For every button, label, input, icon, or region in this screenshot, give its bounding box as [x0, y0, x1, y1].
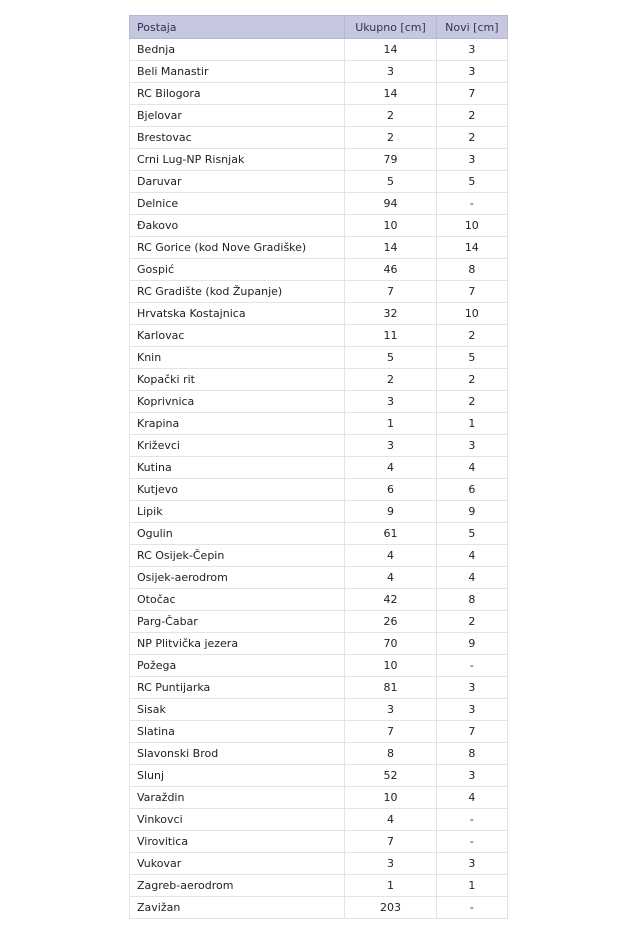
station-cell: RC Bilogora: [130, 83, 345, 105]
station-cell: RC Gorice (kod Nove Gradiške): [130, 237, 345, 259]
header-row: [130, 16, 508, 39]
table-row: [130, 523, 508, 545]
new-snow-cell: 7: [436, 83, 507, 105]
table-row: [130, 655, 508, 677]
total-depth-cell: 14: [345, 237, 436, 259]
station-cell: Kutjevo: [130, 479, 345, 501]
total-depth-cell: 94: [345, 193, 436, 215]
new-snow-cell: 6: [436, 479, 507, 501]
new-snow-cell: 4: [436, 545, 507, 567]
station-cell: Ogulin: [130, 523, 345, 545]
total-depth-cell: 4: [345, 545, 436, 567]
table-row: [130, 479, 508, 501]
new-snow-cell: 2: [436, 611, 507, 633]
table-row: [130, 281, 508, 303]
new-snow-cell: 2: [436, 325, 507, 347]
total-depth-cell: 2: [345, 105, 436, 127]
table-row: [130, 61, 508, 83]
total-depth-cell: 5: [345, 347, 436, 369]
table-row: [130, 171, 508, 193]
table-row: [130, 501, 508, 523]
header-new: Novi [cm]: [436, 16, 507, 39]
total-depth-cell: 70: [345, 633, 436, 655]
total-depth-cell: 203: [345, 897, 436, 919]
total-depth-cell: 6: [345, 479, 436, 501]
total-depth-cell: 10: [345, 655, 436, 677]
new-snow-cell: -: [436, 831, 507, 853]
table-row: [130, 259, 508, 281]
new-snow-cell: 3: [436, 39, 507, 61]
new-snow-cell: 3: [436, 677, 507, 699]
table-row: [130, 721, 508, 743]
station-cell: Zavižan: [130, 897, 345, 919]
total-depth-cell: 11: [345, 325, 436, 347]
total-depth-cell: 79: [345, 149, 436, 171]
station-cell: Slatina: [130, 721, 345, 743]
station-cell: Beli Manastir: [130, 61, 345, 83]
total-depth-cell: 14: [345, 39, 436, 61]
new-snow-cell: 10: [436, 303, 507, 325]
station-cell: Krapina: [130, 413, 345, 435]
table-row: [130, 567, 508, 589]
total-depth-cell: 3: [345, 435, 436, 457]
table-row: [130, 369, 508, 391]
new-snow-cell: 14: [436, 237, 507, 259]
new-snow-cell: 5: [436, 171, 507, 193]
station-cell: Crni Lug-NP Risnjak: [130, 149, 345, 171]
total-depth-cell: 3: [345, 699, 436, 721]
station-cell: Karlovac: [130, 325, 345, 347]
station-cell: Delnice: [130, 193, 345, 215]
total-depth-cell: 81: [345, 677, 436, 699]
new-snow-cell: -: [436, 809, 507, 831]
total-depth-cell: 3: [345, 61, 436, 83]
station-cell: Parg-Čabar: [130, 611, 345, 633]
table-row: [130, 677, 508, 699]
new-snow-cell: -: [436, 897, 507, 919]
table-row: [130, 765, 508, 787]
table-row: [130, 325, 508, 347]
station-cell: Sisak: [130, 699, 345, 721]
station-cell: Slunj: [130, 765, 345, 787]
table-row: [130, 787, 508, 809]
station-cell: Otočac: [130, 589, 345, 611]
total-depth-cell: 42: [345, 589, 436, 611]
total-depth-cell: 2: [345, 127, 436, 149]
new-snow-cell: 2: [436, 127, 507, 149]
total-depth-cell: 1: [345, 413, 436, 435]
table-row: [130, 633, 508, 655]
new-snow-cell: 5: [436, 523, 507, 545]
new-snow-cell: 4: [436, 787, 507, 809]
new-snow-cell: 9: [436, 501, 507, 523]
new-snow-cell: 3: [436, 61, 507, 83]
station-cell: Osijek-aerodrom: [130, 567, 345, 589]
new-snow-cell: -: [436, 193, 507, 215]
table-row: [130, 589, 508, 611]
table-header: [130, 16, 508, 39]
station-cell: Virovitica: [130, 831, 345, 853]
table-row: [130, 105, 508, 127]
table-row: [130, 545, 508, 567]
table-row: [130, 215, 508, 237]
total-depth-cell: 7: [345, 831, 436, 853]
new-snow-cell: 1: [436, 413, 507, 435]
new-snow-cell: 5: [436, 347, 507, 369]
station-cell: Kopački rit: [130, 369, 345, 391]
station-cell: RC Puntijarka: [130, 677, 345, 699]
table-row: [130, 699, 508, 721]
table-row: [130, 809, 508, 831]
table-row: [130, 413, 508, 435]
station-cell: Vinkovci: [130, 809, 345, 831]
station-cell: Bjelovar: [130, 105, 345, 127]
total-depth-cell: 52: [345, 765, 436, 787]
total-depth-cell: 26: [345, 611, 436, 633]
new-snow-cell: 1: [436, 875, 507, 897]
station-cell: Varaždin: [130, 787, 345, 809]
station-cell: Požega: [130, 655, 345, 677]
new-snow-cell: 10: [436, 215, 507, 237]
station-cell: Slavonski Brod: [130, 743, 345, 765]
station-cell: Koprivnica: [130, 391, 345, 413]
total-depth-cell: 7: [345, 281, 436, 303]
snow-depth-table: [129, 15, 508, 919]
total-depth-cell: 3: [345, 853, 436, 875]
table-body: [130, 39, 508, 919]
new-snow-cell: 8: [436, 743, 507, 765]
new-snow-cell: 3: [436, 853, 507, 875]
table-row: [130, 611, 508, 633]
table-row: [130, 83, 508, 105]
station-cell: RC Gradište (kod Županje): [130, 281, 345, 303]
table-row: [130, 303, 508, 325]
station-cell: Kutina: [130, 457, 345, 479]
total-depth-cell: 4: [345, 457, 436, 479]
total-depth-cell: 10: [345, 215, 436, 237]
table-row: [130, 39, 508, 61]
station-cell: Vukovar: [130, 853, 345, 875]
station-cell: Đakovo: [130, 215, 345, 237]
new-snow-cell: -: [436, 655, 507, 677]
new-snow-cell: 7: [436, 281, 507, 303]
total-depth-cell: 9: [345, 501, 436, 523]
total-depth-cell: 4: [345, 567, 436, 589]
table-row: [130, 853, 508, 875]
new-snow-cell: 2: [436, 369, 507, 391]
new-snow-cell: 9: [436, 633, 507, 655]
station-cell: Hrvatska Kostajnica: [130, 303, 345, 325]
table-row: [130, 149, 508, 171]
new-snow-cell: 3: [436, 435, 507, 457]
table-row: [130, 743, 508, 765]
station-cell: Bednja: [130, 39, 345, 61]
table-row: [130, 127, 508, 149]
new-snow-cell: 2: [436, 105, 507, 127]
new-snow-cell: 7: [436, 721, 507, 743]
total-depth-cell: 32: [345, 303, 436, 325]
station-cell: Gospić: [130, 259, 345, 281]
total-depth-cell: 14: [345, 83, 436, 105]
table-row: [130, 237, 508, 259]
header-total: Ukupno [cm]: [345, 16, 436, 39]
station-cell: RC Osijek-Čepin: [130, 545, 345, 567]
table-row: [130, 875, 508, 897]
table-row: [130, 193, 508, 215]
station-cell: Knin: [130, 347, 345, 369]
new-snow-cell: 2: [436, 391, 507, 413]
total-depth-cell: 61: [345, 523, 436, 545]
station-cell: Lipik: [130, 501, 345, 523]
total-depth-cell: 8: [345, 743, 436, 765]
new-snow-cell: 8: [436, 259, 507, 281]
new-snow-cell: 8: [436, 589, 507, 611]
new-snow-cell: 3: [436, 149, 507, 171]
table-row: [130, 457, 508, 479]
new-snow-cell: 4: [436, 457, 507, 479]
total-depth-cell: 5: [345, 171, 436, 193]
new-snow-cell: 3: [436, 765, 507, 787]
new-snow-cell: 4: [436, 567, 507, 589]
total-depth-cell: 10: [345, 787, 436, 809]
table-row: [130, 391, 508, 413]
station-cell: Brestovac: [130, 127, 345, 149]
station-cell: NP Plitvička jezera: [130, 633, 345, 655]
total-depth-cell: 46: [345, 259, 436, 281]
table-row: [130, 831, 508, 853]
station-cell: Zagreb-aerodrom: [130, 875, 345, 897]
total-depth-cell: 2: [345, 369, 436, 391]
total-depth-cell: 1: [345, 875, 436, 897]
total-depth-cell: 4: [345, 809, 436, 831]
table-row: [130, 897, 508, 919]
new-snow-cell: 3: [436, 699, 507, 721]
total-depth-cell: 7: [345, 721, 436, 743]
station-cell: Daruvar: [130, 171, 345, 193]
table-row: [130, 347, 508, 369]
station-cell: Križevci: [130, 435, 345, 457]
table-row: [130, 435, 508, 457]
header-station: Postaja: [130, 16, 345, 39]
total-depth-cell: 3: [345, 391, 436, 413]
